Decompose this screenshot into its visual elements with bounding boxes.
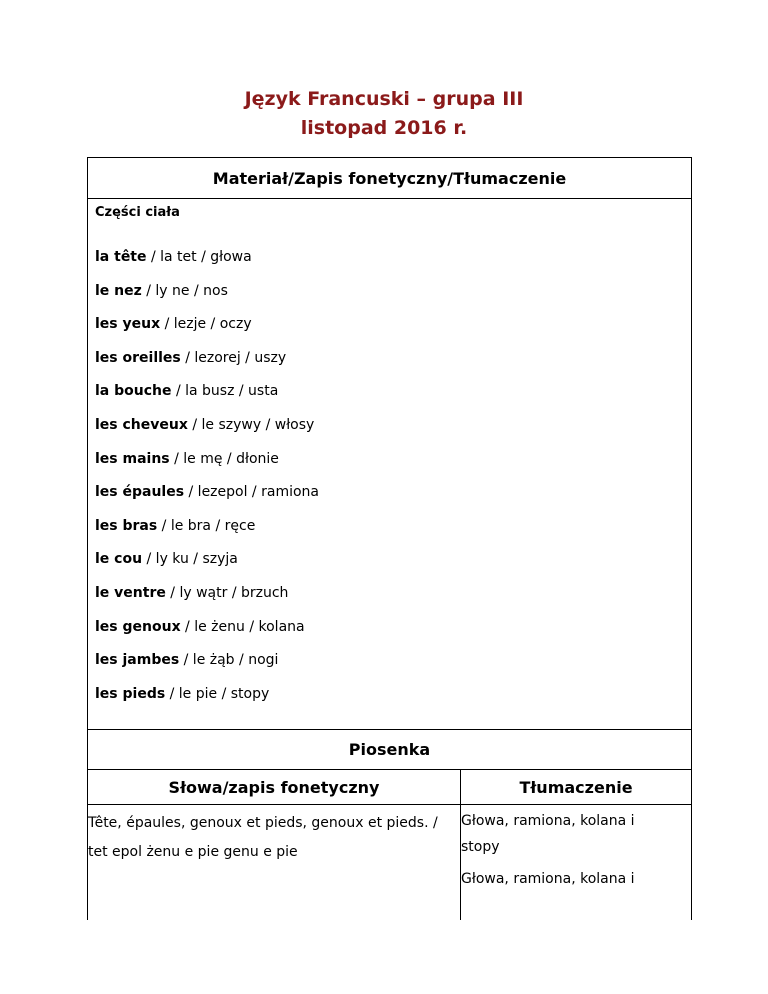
table-header-label: Materiał/Zapis fonetyczny/Tłumaczenie [212, 168, 567, 188]
vocabulary-pronunciation-translation: / le żąb / nogi [179, 652, 279, 669]
vocabulary-term: les mains [95, 450, 170, 467]
vocabulary-item [95, 686, 269, 702]
vocabulary-item [95, 283, 228, 299]
vocabulary-pronunciation-translation: / lezepol / ramiona [184, 484, 319, 501]
vocabulary-item [95, 417, 314, 433]
song-header [87, 729, 692, 770]
translation-line: Głowa, ramiona, kolana i [461, 813, 635, 829]
vocabulary-pronunciation-translation: / ly ne / nos [141, 282, 228, 299]
lyrics-column-label: Słowa/zapis fonetyczny [168, 777, 380, 797]
vocabulary-cell [87, 198, 692, 730]
vocabulary-term: le ventre [95, 585, 166, 601]
vocabulary-pronunciation-translation: / la busz / usta [171, 383, 279, 400]
song-title: Piosenka [348, 740, 431, 759]
vocabulary-item [95, 518, 255, 534]
vocabulary-term: le nez [95, 282, 142, 299]
vocabulary-item [95, 585, 288, 601]
vocabulary-term: le cou [95, 551, 143, 568]
vocabulary-item [95, 383, 278, 399]
vocabulary-item [95, 350, 286, 366]
vocabulary-term: les jambes [95, 652, 180, 669]
vocabulary-item [95, 451, 279, 467]
vocabulary-pronunciation-translation: / le mę / dłonie [169, 450, 279, 467]
translation-line: stopy [461, 839, 500, 855]
vocabulary-pronunciation-translation: / le pie / stopy [165, 685, 270, 702]
vocabulary-pronunciation-translation: / le żenu / kolana [180, 618, 305, 635]
vocabulary-term: la bouche [95, 383, 172, 400]
translation-column-label: Tłumaczenie [519, 777, 633, 797]
vocabulary-item [95, 652, 278, 668]
vocabulary-term: les cheveux [95, 417, 188, 433]
vocabulary-term: les bras [95, 517, 158, 534]
vocabulary-pronunciation-translation: / ly ku / szyja [142, 551, 238, 568]
vocabulary-item [95, 619, 305, 635]
vocabulary-pronunciation-translation: / lezorej / uszy [180, 349, 287, 366]
vocabulary-term: les épaules [95, 484, 185, 501]
translation-line: Głowa, ramiona, kolana i [461, 871, 635, 887]
vocabulary-term: la tête [95, 249, 147, 265]
vocabulary-term: les yeux [95, 316, 161, 333]
vocabulary-pronunciation-translation: / ly wątr / brzuch [165, 585, 289, 601]
vocabulary-pronunciation-translation: / le szywy / włosy [187, 417, 315, 433]
section-label: Części ciała [95, 205, 180, 220]
vocabulary-term: les pieds [95, 685, 166, 702]
vocabulary-pronunciation-translation: / le bra / ręce [157, 517, 256, 534]
vocabulary-pronunciation-translation: / lezje / oczy [160, 316, 252, 333]
document-title: Język Francuski – grupa III [244, 88, 524, 110]
vocabulary-item [95, 484, 319, 500]
translation-cell [460, 804, 692, 920]
vocabulary-term: les oreilles [95, 349, 181, 366]
vocabulary-item [95, 316, 252, 332]
vocabulary-pronunciation-translation: / la tet / głowa [146, 249, 252, 265]
translation-column-header [460, 769, 692, 805]
table-header [87, 157, 692, 199]
vocabulary-item [95, 249, 252, 265]
vocabulary-term: les genoux [95, 618, 181, 635]
lyrics-column-header [87, 769, 461, 805]
lyrics-text: Tête, épaules, genoux et pieds, genoux et pieds. / tet epol żenu e pie genu e pie [88, 815, 438, 860]
document-date: listopad 2016 r. [300, 117, 468, 139]
vocabulary-item [95, 551, 238, 567]
lyrics-cell [87, 804, 461, 920]
